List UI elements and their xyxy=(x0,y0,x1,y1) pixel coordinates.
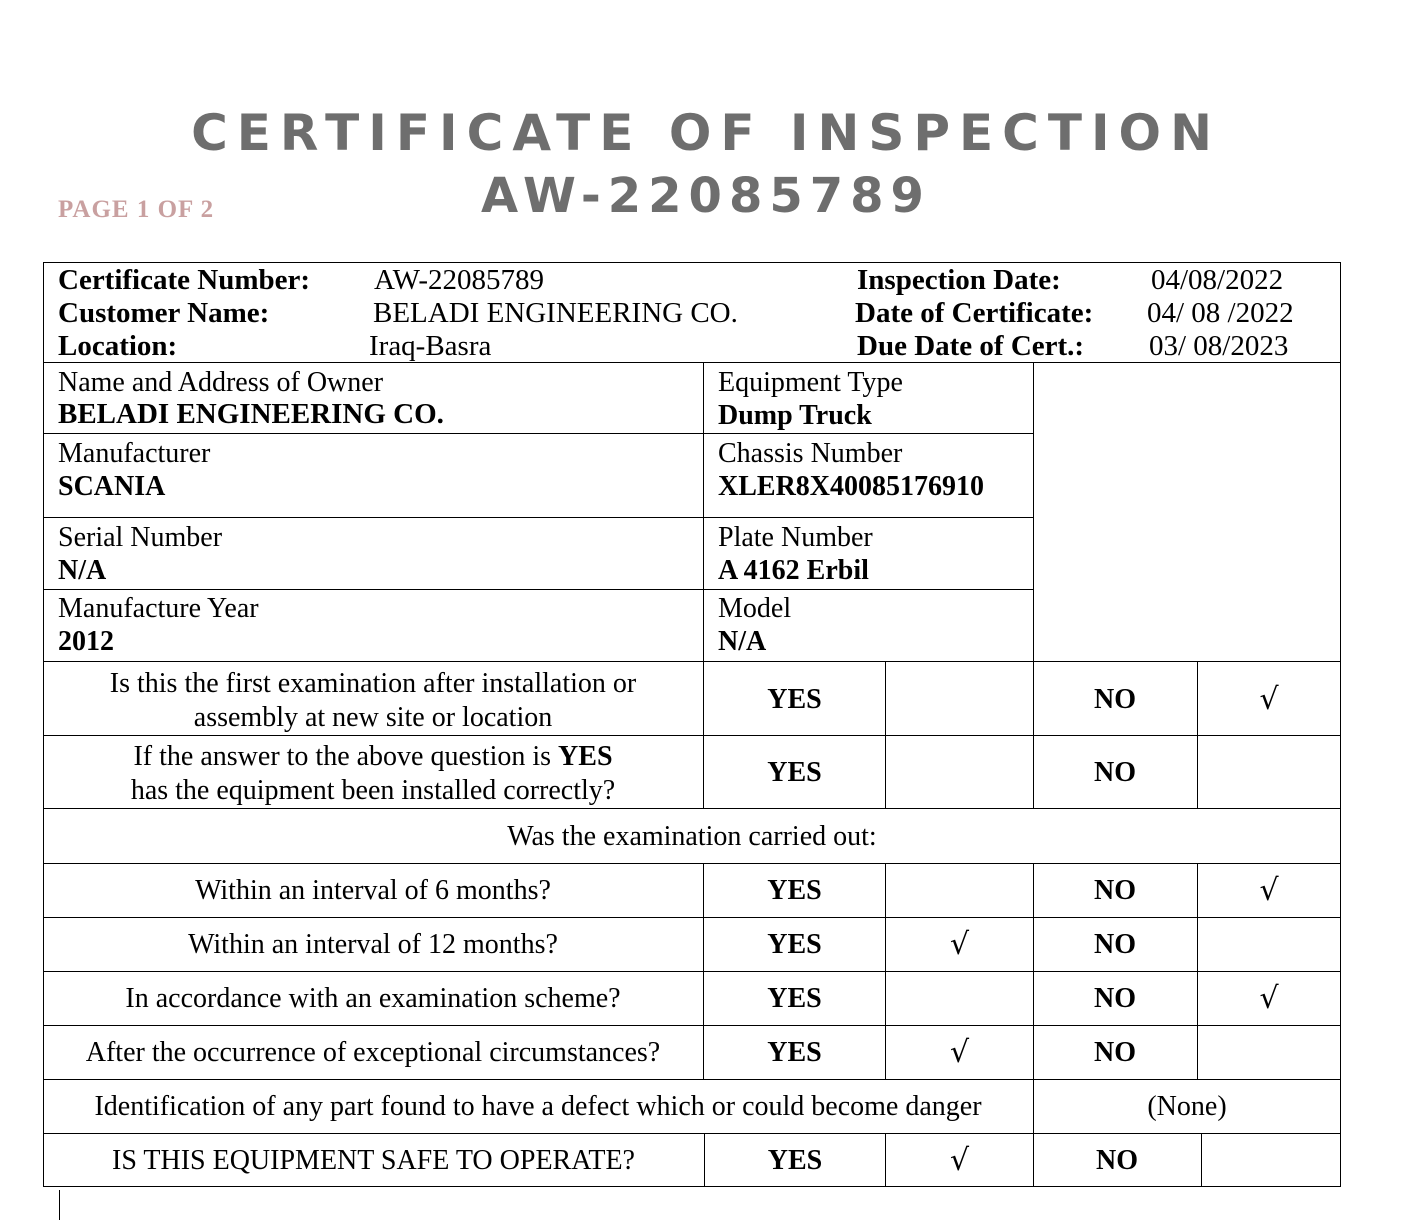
no-label: NO xyxy=(1094,1037,1136,1068)
check-mark-no: √ xyxy=(1259,873,1279,908)
question-first-exam-line1: Is this the first examination after installation or xyxy=(109,668,637,699)
row-divider xyxy=(43,517,1033,518)
text-cursor xyxy=(59,1190,60,1220)
question-installed-text: If the answer to the above question is xyxy=(133,741,559,772)
date-of-certificate-value: 04/ 08 /2022 xyxy=(1147,297,1294,329)
date-of-certificate-label: Date of Certificate: xyxy=(855,297,1094,329)
yes-label: YES xyxy=(767,757,822,788)
row-divider xyxy=(43,808,1341,809)
due-date-value: 03/ 08/2023 xyxy=(1149,330,1289,362)
column-divider xyxy=(1033,362,1034,808)
location-label: Location: xyxy=(58,330,178,362)
row-divider xyxy=(43,735,1341,736)
no-label: NO xyxy=(1096,1145,1138,1176)
question-defect: Identification of any part found to have a defect which or could become danger xyxy=(94,1091,982,1122)
yes-label: YES xyxy=(767,684,822,715)
plate-number-value: A 4162 Erbil xyxy=(718,555,869,586)
chassis-number-value: XLER8X40085176910 xyxy=(718,471,985,502)
no-label: NO xyxy=(1094,983,1136,1014)
question-6-months: Within an interval of 6 months? xyxy=(195,875,551,906)
model-label: Model xyxy=(718,593,792,624)
certificate-code-heading: AW-22085789 xyxy=(481,168,931,224)
model-value: N/A xyxy=(718,626,767,657)
table-border-top xyxy=(43,262,1341,263)
section-heading: Was the examination carried out: xyxy=(507,821,877,852)
question-12-months: Within an interval of 12 months? xyxy=(188,929,558,960)
check-mark-no: √ xyxy=(1259,682,1279,717)
owner-label: Name and Address of Owner xyxy=(58,367,384,398)
row-divider xyxy=(43,917,1341,918)
plate-number-label: Plate Number xyxy=(718,522,873,553)
row-divider xyxy=(43,1133,1341,1134)
question-installed-line2: has the equipment been installed correctly? xyxy=(130,775,616,806)
column-divider xyxy=(703,362,704,808)
row-divider xyxy=(43,661,1341,662)
inspection-table xyxy=(43,262,1341,1187)
location-value: Iraq-Basra xyxy=(369,330,492,362)
customer-name-label: Customer Name: xyxy=(58,297,270,329)
due-date-label: Due Date of Cert.: xyxy=(857,330,1085,362)
column-divider xyxy=(885,661,886,808)
no-label: NO xyxy=(1094,684,1136,715)
table-border-bottom xyxy=(43,1186,1341,1187)
row-divider xyxy=(43,971,1341,972)
column-divider xyxy=(1033,863,1034,1186)
question-first-exam-line2: assembly at new site or location xyxy=(193,702,553,733)
check-mark-no: √ xyxy=(1259,981,1279,1016)
defect-answer: (None) xyxy=(1147,1091,1227,1122)
check-mark-yes: √ xyxy=(949,927,970,962)
no-label: NO xyxy=(1094,875,1136,906)
question-installed-line1 xyxy=(43,740,703,773)
yes-label: YES xyxy=(767,875,822,906)
no-label: NO xyxy=(1094,757,1136,788)
manufacture-year-value: 2012 xyxy=(58,626,114,657)
row-divider xyxy=(43,589,1033,590)
row-divider xyxy=(43,1025,1341,1026)
inspection-date-value: 04/08/2022 xyxy=(1151,264,1284,296)
inspection-date-label: Inspection Date: xyxy=(857,264,1061,296)
manufacturer-value: SCANIA xyxy=(58,471,166,502)
question-exam-scheme: In accordance with an examination scheme? xyxy=(125,983,621,1014)
equipment-type-value: Dump Truck xyxy=(718,400,872,431)
serial-number-label: Serial Number xyxy=(58,522,223,553)
no-label: NO xyxy=(1094,929,1136,960)
certificate-number-value: AW-22085789 xyxy=(374,264,545,296)
chassis-number-label: Chassis Number xyxy=(718,438,903,469)
serial-number-value: N/A xyxy=(58,555,107,586)
question-safe-to-operate: IS THIS EQUIPMENT SAFE TO OPERATE? xyxy=(112,1145,635,1176)
row-divider xyxy=(43,863,1341,864)
yes-label: YES xyxy=(767,1145,823,1176)
check-mark-yes: √ xyxy=(949,1143,970,1178)
table-border-right xyxy=(1340,262,1341,1187)
question-exceptional: After the occurrence of exceptional circumstances? xyxy=(85,1037,661,1068)
customer-name-value: BELADI ENGINEERING CO. xyxy=(373,297,738,329)
equipment-type-label: Equipment Type xyxy=(718,367,903,398)
manufacture-year-label: Manufacture Year xyxy=(58,593,259,624)
yes-label: YES xyxy=(767,1037,822,1068)
row-divider xyxy=(43,433,1033,434)
yes-label: YES xyxy=(767,983,822,1014)
yes-label: YES xyxy=(767,929,822,960)
check-mark-yes: √ xyxy=(949,1035,970,1070)
row-divider xyxy=(43,362,1341,363)
certificate-title: CERTIFICATE OF INSPECTION xyxy=(191,104,1221,162)
owner-value: BELADI ENGINEERING CO. xyxy=(58,398,444,430)
page-indicator: PAGE 1 OF 2 xyxy=(58,196,215,223)
question-installed-emphasis: YES xyxy=(558,741,613,772)
column-divider xyxy=(1201,1133,1202,1186)
row-divider xyxy=(43,1079,1341,1080)
manufacturer-label: Manufacturer xyxy=(58,438,211,469)
certificate-number-label: Certificate Number: xyxy=(58,264,311,296)
